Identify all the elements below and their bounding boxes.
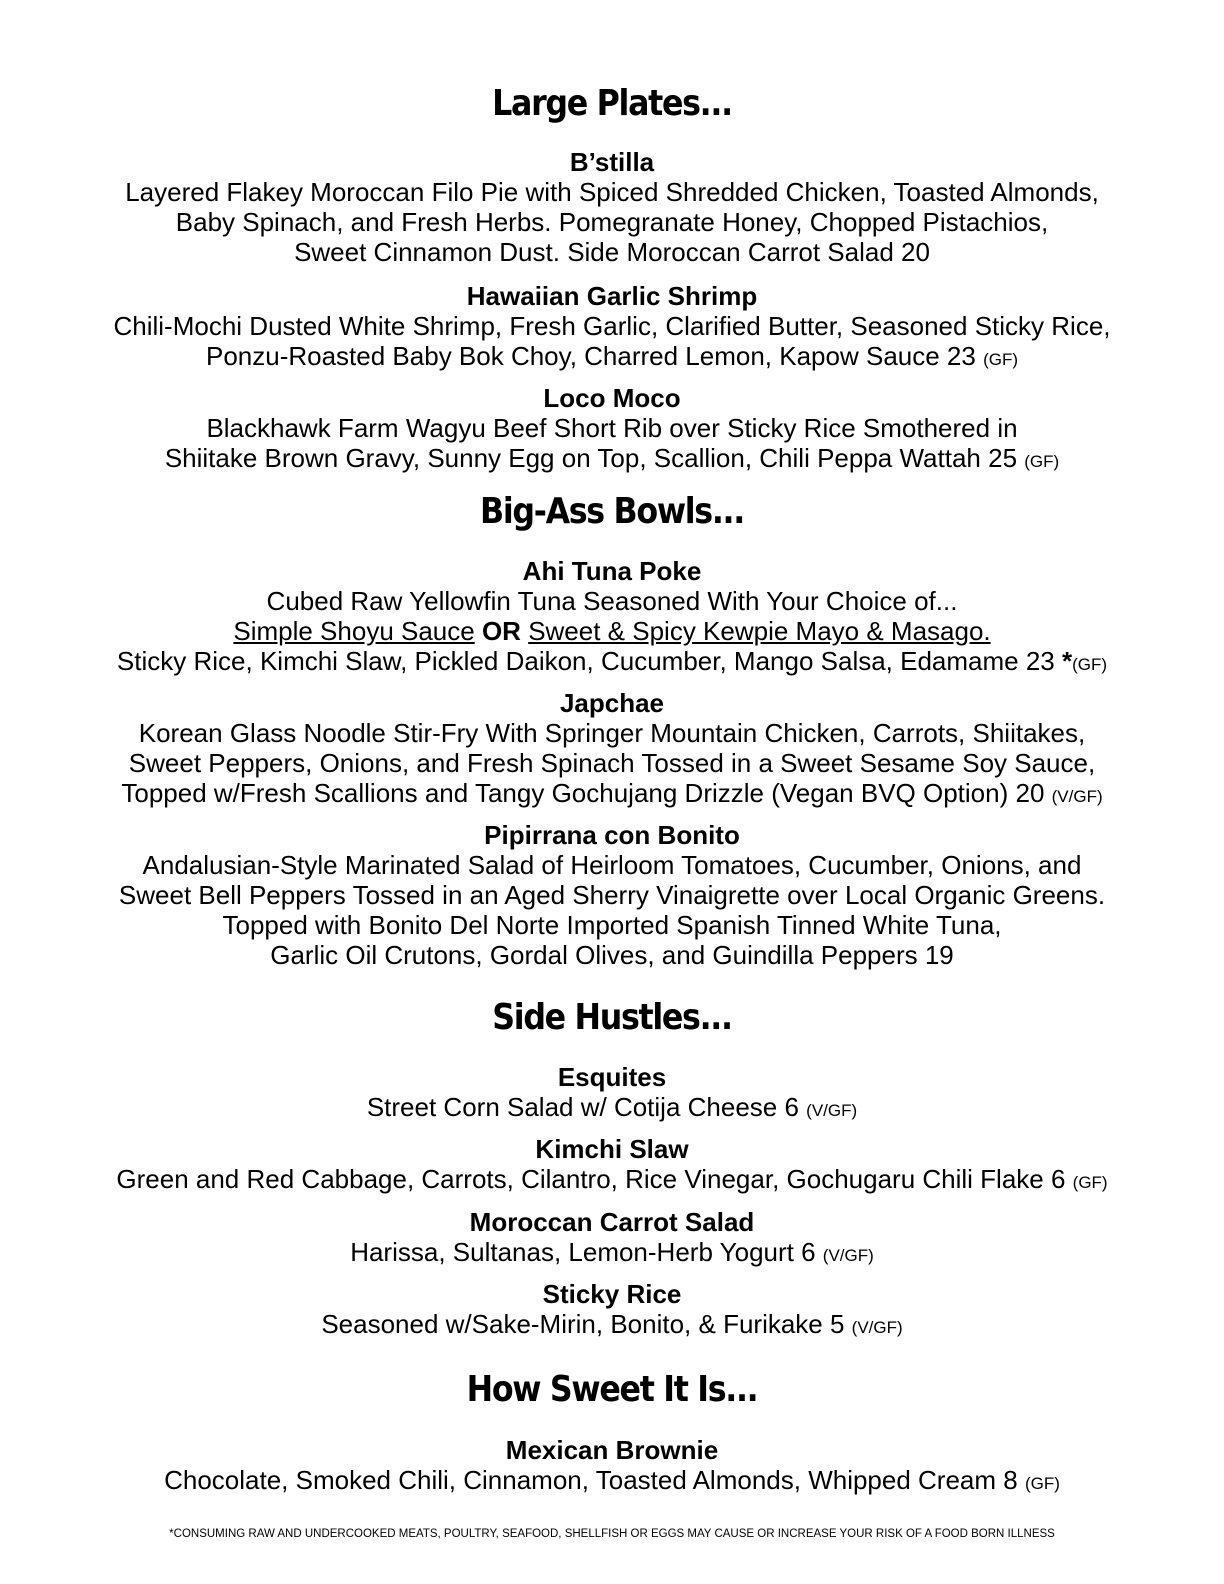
item-desc-line: Blackhawk Farm Wagyu Beef Short Rib over Sticky Rice Smothered in <box>206 413 1018 443</box>
dietary-tag: (V/GF) <box>851 1318 903 1337</box>
item-desc-text: Ponzu-Roasted Baby Bok Choy, Charred Lemon, Kapow Sauce 23 <box>205 341 984 371</box>
item-name: Japchae <box>559 688 665 718</box>
item-desc-line <box>0 443 1224 477</box>
menu-item-esquites <box>0 1062 1224 1126</box>
item-name: Mexican Brownie <box>505 1435 719 1465</box>
dietary-tag: (GF) <box>1024 452 1060 471</box>
item-desc-line: Sweet Cinnamon Dust. Side Moroccan Carrot Salad 20 <box>294 237 930 267</box>
item-name: Ahi Tuna Poke <box>522 556 702 586</box>
choice-option-kewpie: Sweet & Spicy Kewpie Mayo & Masago. <box>528 616 991 646</box>
dietary-tag: (GF) <box>983 350 1019 369</box>
item-name: Pipirrana con Bonito <box>484 820 740 850</box>
item-desc-line: Korean Glass Noodle Stir-Fry With Springer Mountain Chicken, Carrots, Shiitakes, <box>138 718 1086 748</box>
item-desc-text: Sticky Rice, Kimchi Slaw, Pickled Daikon, Cucumber, Mango Salsa, Edamame 23 <box>116 646 1062 676</box>
item-desc-line: Garlic Oil Crutons, Gordal Olives, and Guindilla Peppers 19 <box>270 940 954 970</box>
item-desc-line: Cubed Raw Yellowfin Tuna Seasoned With Your Choice of... <box>266 586 958 616</box>
choice-or: OR <box>474 616 529 646</box>
menu-item-pipirrana-con-bonito <box>0 820 1224 970</box>
item-desc-line: Baby Spinach, and Fresh Herbs. Pomegranate Honey, Chopped Pistachios, <box>175 207 1049 237</box>
section-title-large-plates: Large Plates... <box>492 83 732 124</box>
item-desc-text: Green and Red Cabbage, Carrots, Cilantro, Rice Vinegar, Gochugaru Chili Flake 6 <box>116 1164 1073 1194</box>
dietary-tag: (GF) <box>1072 1173 1108 1192</box>
dietary-tag: (GF) <box>1072 655 1108 674</box>
menu-item-japchae <box>0 688 1224 812</box>
section-title-side-hustles: Side Hustles... <box>492 997 732 1038</box>
menu-item-ahi-tuna-poke <box>0 556 1224 680</box>
menu-item-bstilla <box>0 147 1224 267</box>
item-name: Kimchi Slaw <box>535 1134 689 1164</box>
item-name: Loco Moco <box>543 383 681 413</box>
item-desc-line <box>0 778 1224 812</box>
item-name: Moroccan Carrot Salad <box>469 1207 755 1237</box>
dietary-tag: (V/GF) <box>1051 787 1103 806</box>
menu-item-kimchi-slaw <box>0 1134 1224 1198</box>
footnote-text: CONSUMING RAW AND UNDERCOOKED MEATS, POULTRY, SEAFOOD, SHELLFISH OR EGGS MAY CAUSE OR INCREASE YOUR RISK OF A FOOD BORN ILLNESS <box>173 1528 1055 1540</box>
footnote-asterisk: * <box>169 1528 174 1540</box>
item-desc-text: Topped w/Fresh Scallions and Tangy Gochujang Drizzle (Vegan BVQ Option) 20 <box>121 778 1052 808</box>
choice-option-shoyu: Simple Shoyu Sauce <box>233 616 475 646</box>
dietary-tag: (GF) <box>1024 1474 1060 1493</box>
item-desc-text: Street Corn Salad w/ Cotija Cheese 6 <box>366 1092 807 1122</box>
menu-item-moroccan-carrot-salad <box>0 1207 1224 1271</box>
section-title-how-sweet-it-is: How Sweet It Is... <box>466 1369 758 1410</box>
section-title-big-ass-bowls: Big-Ass Bowls... <box>480 491 744 532</box>
item-desc-line <box>0 1092 1224 1126</box>
item-desc-line <box>0 1237 1224 1271</box>
item-choice-line <box>0 616 1224 646</box>
item-desc-line: Sweet Peppers, Onions, and Fresh Spinach Tossed in a Sweet Sesame Soy Sauce, <box>128 748 1096 778</box>
item-desc-line: Chili-Mochi Dusted White Shrimp, Fresh Garlic, Clarified Butter, Seasoned Sticky Rice, <box>113 311 1111 341</box>
item-desc-line: Layered Flakey Moroccan Filo Pie with Spiced Shredded Chicken, Toasted Almonds, <box>125 177 1099 207</box>
item-desc-line: Sweet Bell Peppers Tossed in an Aged Sherry Vinaigrette over Local Organic Greens. <box>118 880 1106 910</box>
item-name: Esquites <box>557 1062 667 1092</box>
menu-item-hawaiian-garlic-shrimp <box>0 281 1224 375</box>
item-desc-text: Shiitake Brown Gravy, Sunny Egg on Top, Scallion, Chili Peppa Wattah 25 <box>164 443 1025 473</box>
menu-item-loco-moco <box>0 383 1224 477</box>
menu-item-sticky-rice <box>0 1279 1224 1343</box>
item-name: Hawaiian Garlic Shrimp <box>466 281 758 311</box>
item-desc-line <box>0 1164 1224 1198</box>
item-desc-text: Harissa, Sultanas, Lemon-Herb Yogurt 6 <box>350 1237 823 1267</box>
item-desc-line <box>0 341 1224 375</box>
menu-item-mexican-brownie <box>0 1435 1224 1499</box>
item-desc-line: Topped with Bonito Del Norte Imported Spanish Tinned White Tuna, <box>222 910 1002 940</box>
item-name: B’stilla <box>569 147 655 177</box>
dietary-tag: (V/GF) <box>822 1246 874 1265</box>
item-desc-line: Andalusian-Style Marinated Salad of Heirloom Tomatoes, Cucumber, Onions, and <box>142 850 1082 880</box>
item-desc-line <box>0 1309 1224 1343</box>
item-desc-text: Chocolate, Smoked Chili, Cinnamon, Toasted Almonds, Whipped Cream 8 <box>164 1465 1025 1495</box>
item-desc-line <box>0 1465 1224 1499</box>
item-name: Sticky Rice <box>542 1279 682 1309</box>
item-desc-line <box>0 646 1224 680</box>
raw-food-disclaimer <box>0 1528 1224 1540</box>
dietary-tag: (V/GF) <box>806 1101 858 1120</box>
item-desc-text: Seasoned w/Sake-Mirin, Bonito, & Furikake 5 <box>321 1309 852 1339</box>
raw-warning-asterisk: * <box>1062 646 1073 676</box>
